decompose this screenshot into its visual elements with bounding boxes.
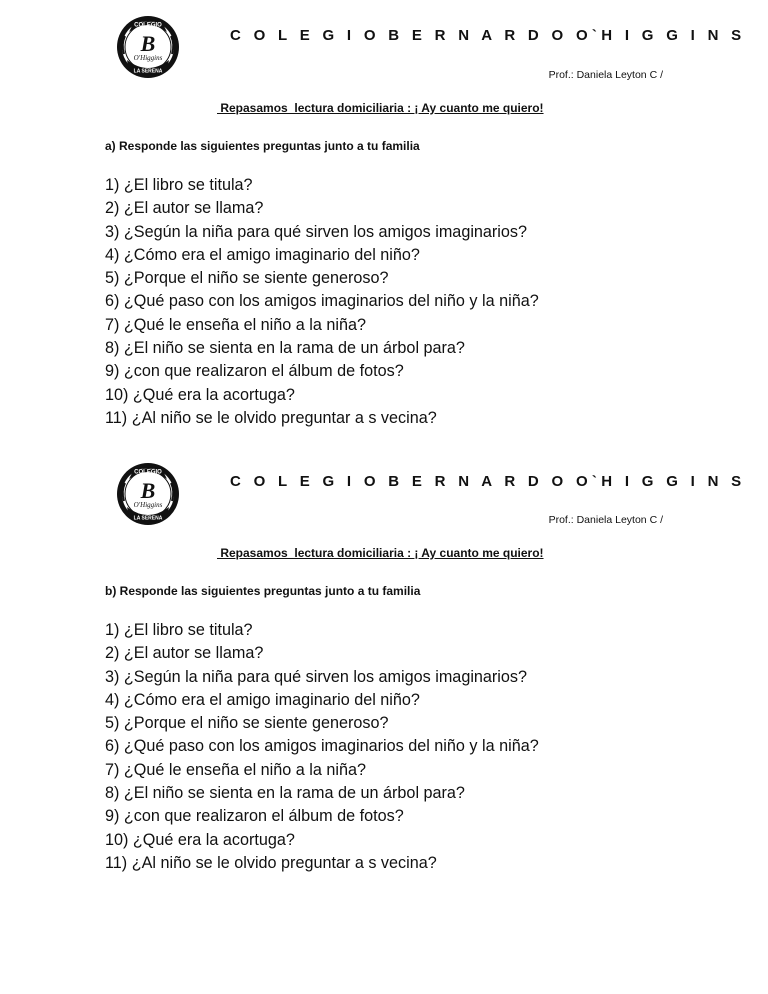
teacher-name: Prof.: Daniela Leyton C /: [548, 514, 663, 526]
question-list: [105, 619, 539, 875]
question-item: 1) ¿El libro se titula?: [105, 621, 253, 639]
question-item: 9) ¿con que realizaron el álbum de fotos?: [105, 362, 404, 381]
question-list: [105, 174, 539, 430]
question-item: 10) ¿Qué era la acortuga?: [105, 385, 295, 404]
question-item: 3) ¿Según la niña para qué sirven los amigos imaginarios?: [105, 222, 528, 241]
worksheet-b: [0, 445, 768, 890]
school-crest-logo: [115, 14, 181, 80]
question-item: 6) ¿Qué paso con los amigos imaginarios del niño y la niña?: [105, 292, 539, 311]
teacher-name: Prof.: Daniela Leyton C /: [548, 69, 663, 81]
school-name: C O L E G I O B E R N A R D O O`H I G G I N S: [230, 27, 746, 44]
question-item: 11) ¿Al niño se le olvido preguntar a s vecina?: [105, 853, 437, 872]
question-item: 6) ¿Qué paso con los amigos imaginarios del niño y la niña?: [105, 737, 539, 756]
question-item: 4) ¿Cómo era el amigo imaginario del niño?: [105, 690, 420, 709]
svg-text:O'Higgins: O'Higgins: [133, 501, 163, 509]
instruction: a) Responde las siguientes preguntas junto a tu familia: [105, 139, 420, 153]
question-item: 5) ¿Porque el niño se siente generoso?: [105, 269, 389, 288]
question-item: 8) ¿El niño se sienta en la rama de un árbol para?: [105, 339, 465, 358]
svg-text:LA SERENA: LA SERENA: [133, 515, 163, 522]
instruction: b) Responde las siguientes preguntas junto a tu familia: [105, 584, 421, 598]
school-crest-logo: [115, 461, 181, 527]
question-item: 11) ¿Al niño se le olvido preguntar a s vecina?: [105, 408, 437, 427]
school-name: C O L E G I O B E R N A R D O O`H I G G I N S: [230, 473, 746, 490]
question-item: 5) ¿Porque el niño se siente generoso?: [105, 714, 389, 733]
worksheet-title: Repasamos lectura domiciliaria : ¡ Ay cuanto me quiero!: [217, 101, 544, 115]
question-item: 1) ¿El libro se titula?: [105, 176, 253, 194]
svg-text:LA SERENA: LA SERENA: [133, 68, 163, 75]
question-item: 2) ¿El autor se llama?: [105, 199, 264, 218]
svg-text:O'Higgins: O'Higgins: [133, 54, 163, 62]
svg-text:B: B: [140, 478, 156, 503]
question-item: 4) ¿Cómo era el amigo imaginario del niño?: [105, 245, 420, 264]
svg-text:COLEGIO: COLEGIO: [134, 469, 162, 476]
question-item: 7) ¿Qué le enseña el niño a la niña?: [105, 315, 366, 334]
worksheet-a: [0, 0, 768, 445]
question-item: 2) ¿El autor se llama?: [105, 644, 264, 663]
worksheet-title: Repasamos lectura domiciliaria : ¡ Ay cuanto me quiero!: [217, 546, 544, 560]
question-item: 9) ¿con que realizaron el álbum de fotos?: [105, 807, 404, 826]
svg-text:COLEGIO: COLEGIO: [134, 22, 162, 29]
question-item: 8) ¿El niño se sienta en la rama de un árbol para?: [105, 784, 465, 803]
question-item: 10) ¿Qué era la acortuga?: [105, 830, 295, 849]
question-item: 7) ¿Qué le enseña el niño a la niña?: [105, 760, 366, 779]
svg-text:B: B: [140, 31, 156, 56]
question-item: 3) ¿Según la niña para qué sirven los amigos imaginarios?: [105, 667, 528, 686]
